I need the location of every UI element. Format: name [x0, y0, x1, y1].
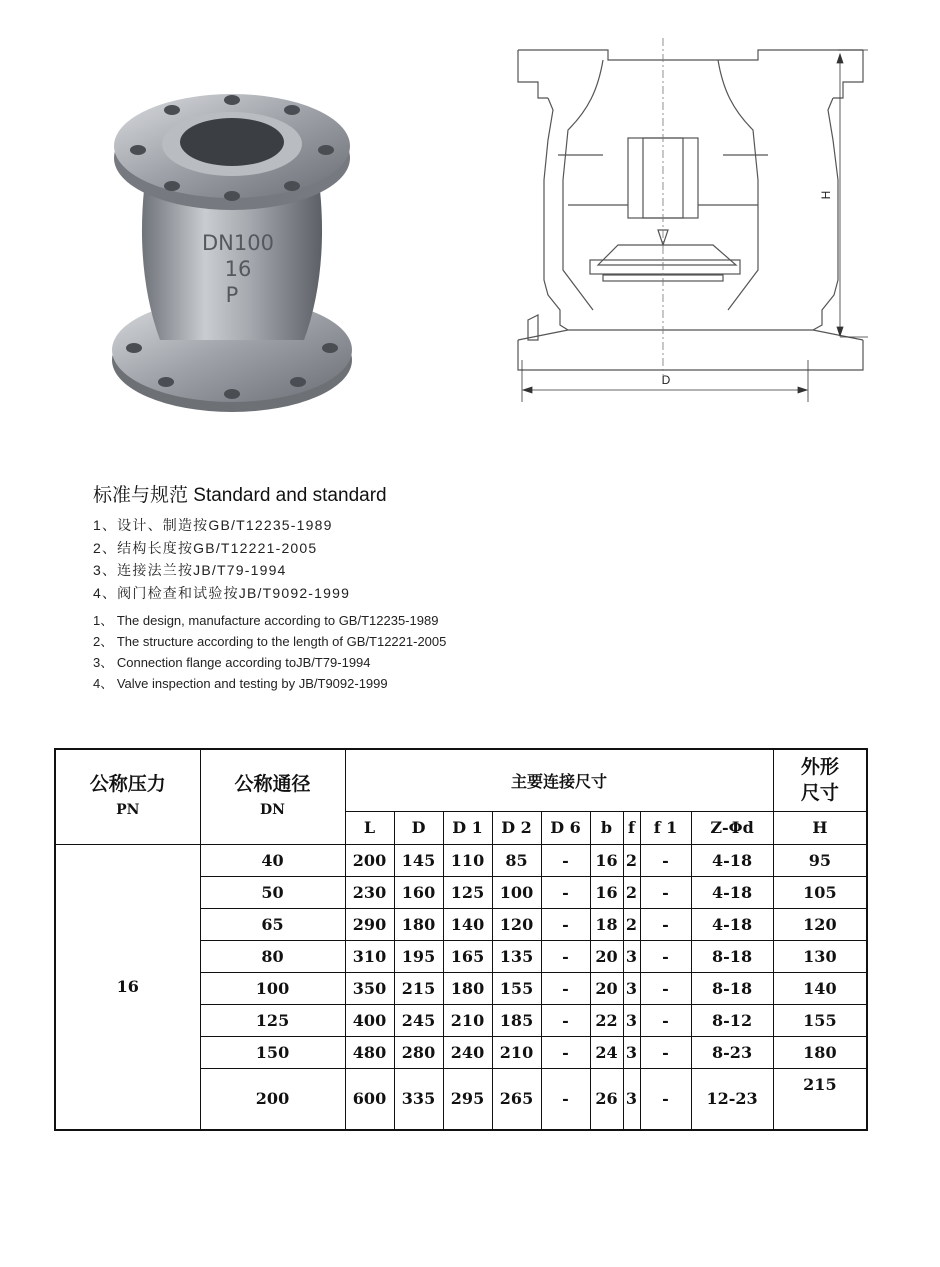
marking-pressure: 16 — [224, 257, 252, 281]
cell-D1: 240 — [443, 1036, 492, 1068]
cell-D: 215 — [394, 972, 443, 1004]
cell-f: 3 — [623, 972, 640, 1004]
cell-D1: 140 — [443, 908, 492, 940]
cell-L: 230 — [345, 876, 394, 908]
cell-L: 350 — [345, 972, 394, 1004]
cell-dn: 40 — [200, 844, 345, 876]
cell-D1: 295 — [443, 1068, 492, 1130]
dim-width-label: D — [661, 373, 671, 387]
cell-Zd: 4-18 — [691, 844, 773, 876]
main-dimensions-header: 主要连接尺寸 — [345, 749, 773, 811]
standard-item-cn: 1、设计、制造按GB/T12235-1989 — [93, 517, 333, 533]
cell-H: 130 — [773, 940, 867, 972]
cell-f: 3 — [623, 940, 640, 972]
cell-L: 310 — [345, 940, 394, 972]
cell-D2: 185 — [492, 1004, 541, 1036]
cell-f: 3 — [623, 1004, 640, 1036]
cell-Zd: 8-12 — [691, 1004, 773, 1036]
cell-H: 120 — [773, 908, 867, 940]
cell-D: 160 — [394, 876, 443, 908]
dim-height-label: H — [819, 190, 833, 200]
cell-D1: 110 — [443, 844, 492, 876]
outer-dimensions-header — [773, 749, 867, 811]
cell-D6: - — [541, 876, 590, 908]
cell-H: 180 — [773, 1036, 867, 1068]
standard-item-en: 2、 The structure according to the length of GB/T12221-2005 — [93, 634, 447, 649]
dimension-table — [54, 748, 868, 1131]
cell-D1: 165 — [443, 940, 492, 972]
cell-D2: 100 — [492, 876, 541, 908]
cell-D2: 135 — [492, 940, 541, 972]
marking-letter: P — [225, 283, 239, 307]
cell-f: 2 — [623, 908, 640, 940]
cell-L: 480 — [345, 1036, 394, 1068]
marking-size: DN100 — [202, 231, 274, 255]
cell-b: 22 — [590, 1004, 623, 1036]
cell-dn: 100 — [200, 972, 345, 1004]
cell-D: 280 — [394, 1036, 443, 1068]
outer-header-line2: 尺寸 — [800, 782, 839, 805]
cell-D6: - — [541, 1068, 590, 1130]
cell-f1: - — [640, 1036, 691, 1068]
cell-dn: 65 — [200, 908, 345, 940]
pn-header-sub: PN — [116, 801, 140, 818]
cell-D2: 85 — [492, 844, 541, 876]
standard-item-en: 3、 Connection flange according toJB/T79-1994 — [93, 655, 371, 670]
col-header-D1: D 1 — [443, 811, 492, 844]
cell-D6: - — [541, 1036, 590, 1068]
valve-photo — [108, 50, 396, 425]
cell-D2: 155 — [492, 972, 541, 1004]
cell-b: 20 — [590, 940, 623, 972]
col-header-D: D — [394, 811, 443, 844]
col-header-Zd: Z-Φd — [691, 811, 773, 844]
cell-H: 155 — [773, 1004, 867, 1036]
cell-D1: 180 — [443, 972, 492, 1004]
cell-D2: 265 — [492, 1068, 541, 1130]
cell-b: 18 — [590, 908, 623, 940]
cell-L: 200 — [345, 844, 394, 876]
cell-Zd: 4-18 — [691, 876, 773, 908]
dn-header-sub: DN — [260, 801, 285, 818]
cell-f: 3 — [623, 1068, 640, 1130]
cell-H: 215 — [773, 1068, 867, 1130]
cell-D: 335 — [394, 1068, 443, 1130]
cell-D: 195 — [394, 940, 443, 972]
table-row — [55, 844, 867, 876]
cell-D: 180 — [394, 908, 443, 940]
cell-Zd: 8-18 — [691, 940, 773, 972]
col-header-b: b — [590, 811, 623, 844]
cell-f1: - — [640, 908, 691, 940]
cell-L: 600 — [345, 1068, 394, 1130]
col-header-f1: f 1 — [640, 811, 691, 844]
cell-Zd: 4-18 — [691, 908, 773, 940]
cell-b: 24 — [590, 1036, 623, 1068]
cell-D6: - — [541, 972, 590, 1004]
col-header-D2: D 2 — [492, 811, 541, 844]
cell-H: 95 — [773, 844, 867, 876]
cell-b: 16 — [590, 876, 623, 908]
dn-header-cn: 公称通径 — [234, 772, 311, 795]
cell-L: 400 — [345, 1004, 394, 1036]
dn-header — [200, 749, 345, 844]
cell-dn: 50 — [200, 876, 345, 908]
pn-header-cn: 公称压力 — [89, 772, 166, 795]
cell-Zd: 12-23 — [691, 1068, 773, 1130]
cell-f1: - — [640, 1068, 691, 1130]
cell-D1: 210 — [443, 1004, 492, 1036]
cell-H: 140 — [773, 972, 867, 1004]
cell-D6: - — [541, 940, 590, 972]
cell-D6: - — [541, 908, 590, 940]
standard-item-cn: 3、连接法兰按JB/T79-1994 — [93, 562, 287, 578]
cell-b: 20 — [590, 972, 623, 1004]
col-header-D6: D 6 — [541, 811, 590, 844]
pn-header — [55, 749, 200, 844]
cell-Zd: 8-18 — [691, 972, 773, 1004]
col-header-f: f — [623, 811, 640, 844]
standards-list-en — [93, 610, 446, 694]
standards-heading: 标准与规范 Standard and standard — [93, 485, 387, 506]
cell-dn: 80 — [200, 940, 345, 972]
cell-dn: 200 — [200, 1068, 345, 1130]
cell-f: 2 — [623, 876, 640, 908]
cell-D2: 120 — [492, 908, 541, 940]
standard-item-cn: 2、结构长度按GB/T12221-2005 — [93, 539, 318, 556]
pn-value: 16 — [55, 844, 200, 1130]
cell-f1: - — [640, 844, 691, 876]
standard-item-cn: 4、阀门检查和试验按JB/T9092-1999 — [93, 584, 351, 601]
cell-dn: 125 — [200, 1004, 345, 1036]
cell-f: 2 — [623, 844, 640, 876]
standard-item-en: 4、 Valve inspection and testing by JB/T9092-1999 — [93, 676, 388, 691]
cell-D: 245 — [394, 1004, 443, 1036]
cell-D6: - — [541, 1004, 590, 1036]
standard-item-en: 1、 The design, manufacture according to GB/T12235-1989 — [93, 613, 439, 628]
cell-b: 16 — [590, 844, 623, 876]
cell-f1: - — [640, 972, 691, 1004]
cell-D6: - — [541, 844, 590, 876]
col-header-H: H — [773, 811, 867, 844]
cell-f1: - — [640, 876, 691, 908]
standards-list-cn — [93, 514, 350, 604]
cell-L: 290 — [345, 908, 394, 940]
cell-dn: 150 — [200, 1036, 345, 1068]
cell-f1: - — [640, 1004, 691, 1036]
cell-f1: - — [640, 940, 691, 972]
cell-f: 3 — [623, 1036, 640, 1068]
cell-Zd: 8-23 — [691, 1036, 773, 1068]
cell-D1: 125 — [443, 876, 492, 908]
cell-D2: 210 — [492, 1036, 541, 1068]
col-header-L: L — [345, 811, 394, 844]
cell-D: 145 — [394, 844, 443, 876]
cell-H: 105 — [773, 876, 867, 908]
cell-b: 26 — [590, 1068, 623, 1130]
outer-header-line1: 外形 — [800, 756, 839, 779]
section-drawing — [508, 30, 878, 410]
